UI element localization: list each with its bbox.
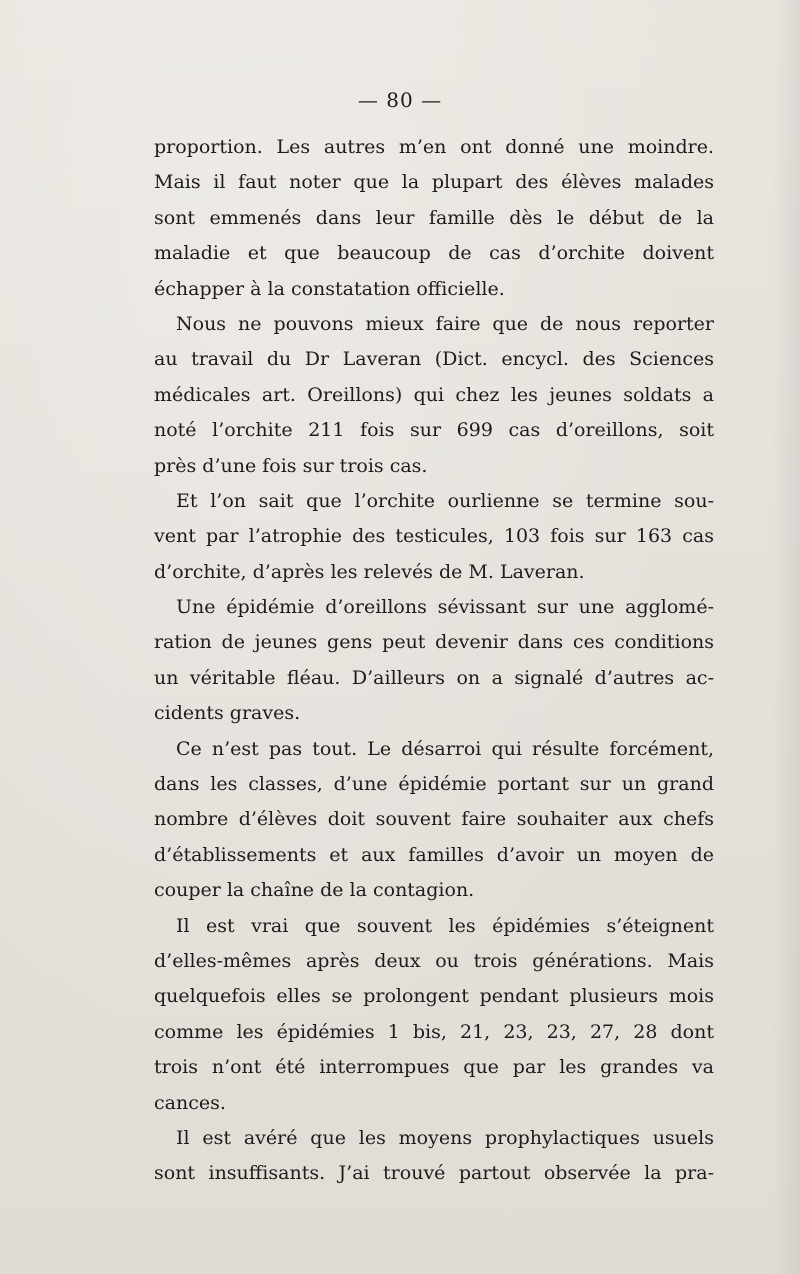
text-line: Il est avéré que les moyens prophylactiques usuels [176, 1126, 714, 1149]
page-number: — 80 — [357, 88, 443, 112]
text-line: ration de jeunes gens peut devenir dans ces conditions [154, 631, 714, 654]
text-line: sont insuffisants. J’ai trouvé partout observée la pra- [154, 1162, 714, 1185]
text-line: trois n’ont été interrompues que par les grandes va [154, 1056, 714, 1079]
text-line: Et l’on sait que l’orchite ourlienne se termine sou- [176, 489, 714, 512]
text-line: maladie et que beaucoup de cas d’orchite doivent [154, 242, 714, 265]
text-line: Ce n’est pas tout. Le désarroi qui résulte forcément, [176, 737, 714, 760]
text-line: cances. [154, 1091, 226, 1114]
text-line: proportion. Les autres m’en ont donné une moindre. [154, 136, 714, 158]
text-line: quelquefois elles se prolongent pendant plusieurs mois [154, 985, 714, 1008]
text-line: médicales art. Oreillons) qui chez les jeunes soldats a [154, 383, 714, 406]
text-line: noté l’orchite 211 fois sur 699 cas d’oreillons, soit [154, 419, 714, 442]
text-line: d’établissements et aux familles d’avoir un moyen de [154, 843, 714, 866]
text-line: dans les classes, d’une épidémie portant sur un grand [154, 773, 714, 796]
text-line: un véritable fléau. D’ailleurs on a signalé d’autres ac- [154, 666, 714, 689]
text-line: comme les épidémies 1 bis, 21, 23, 23, 27, 28 dont [154, 1020, 714, 1043]
text-line: près d’une fois sur trois cas. [154, 454, 428, 477]
text-line: sont emmenés dans leur famille dès le début de la [154, 206, 714, 229]
text-line: au travail du Dr Laveran (Dict. encycl. des Sciences [154, 348, 714, 371]
text-line: Il est vrai que souvent les épidémies s’éteignent [176, 914, 714, 937]
text-line: vent par l’atrophie des testicules, 103 fois sur 163 cas [154, 525, 714, 548]
text-line: cidents graves. [154, 702, 301, 725]
body-text [154, 130, 714, 1192]
text-line: Nous ne pouvons mieux faire que de nous reporter [176, 312, 714, 335]
page-edge-shadow [772, 0, 800, 1274]
text-line: nombre d’élèves doit souvent faire souhaiter aux chefs [154, 808, 714, 831]
text-line: Mais il faut noter que la plupart des élèves malades [154, 171, 714, 194]
text-line: Une épidémie d’oreillons sévissant sur une agglomé- [176, 596, 714, 619]
text-line: d’elles-mêmes après deux ou trois générations. Mais [154, 949, 714, 972]
text-line: échapper à la constatation officielle. [154, 277, 505, 300]
text-line: d’orchite, d’après les relevés de M. Laveran. [154, 560, 585, 583]
text-line: couper la chaîne de la contagion. [154, 879, 475, 902]
